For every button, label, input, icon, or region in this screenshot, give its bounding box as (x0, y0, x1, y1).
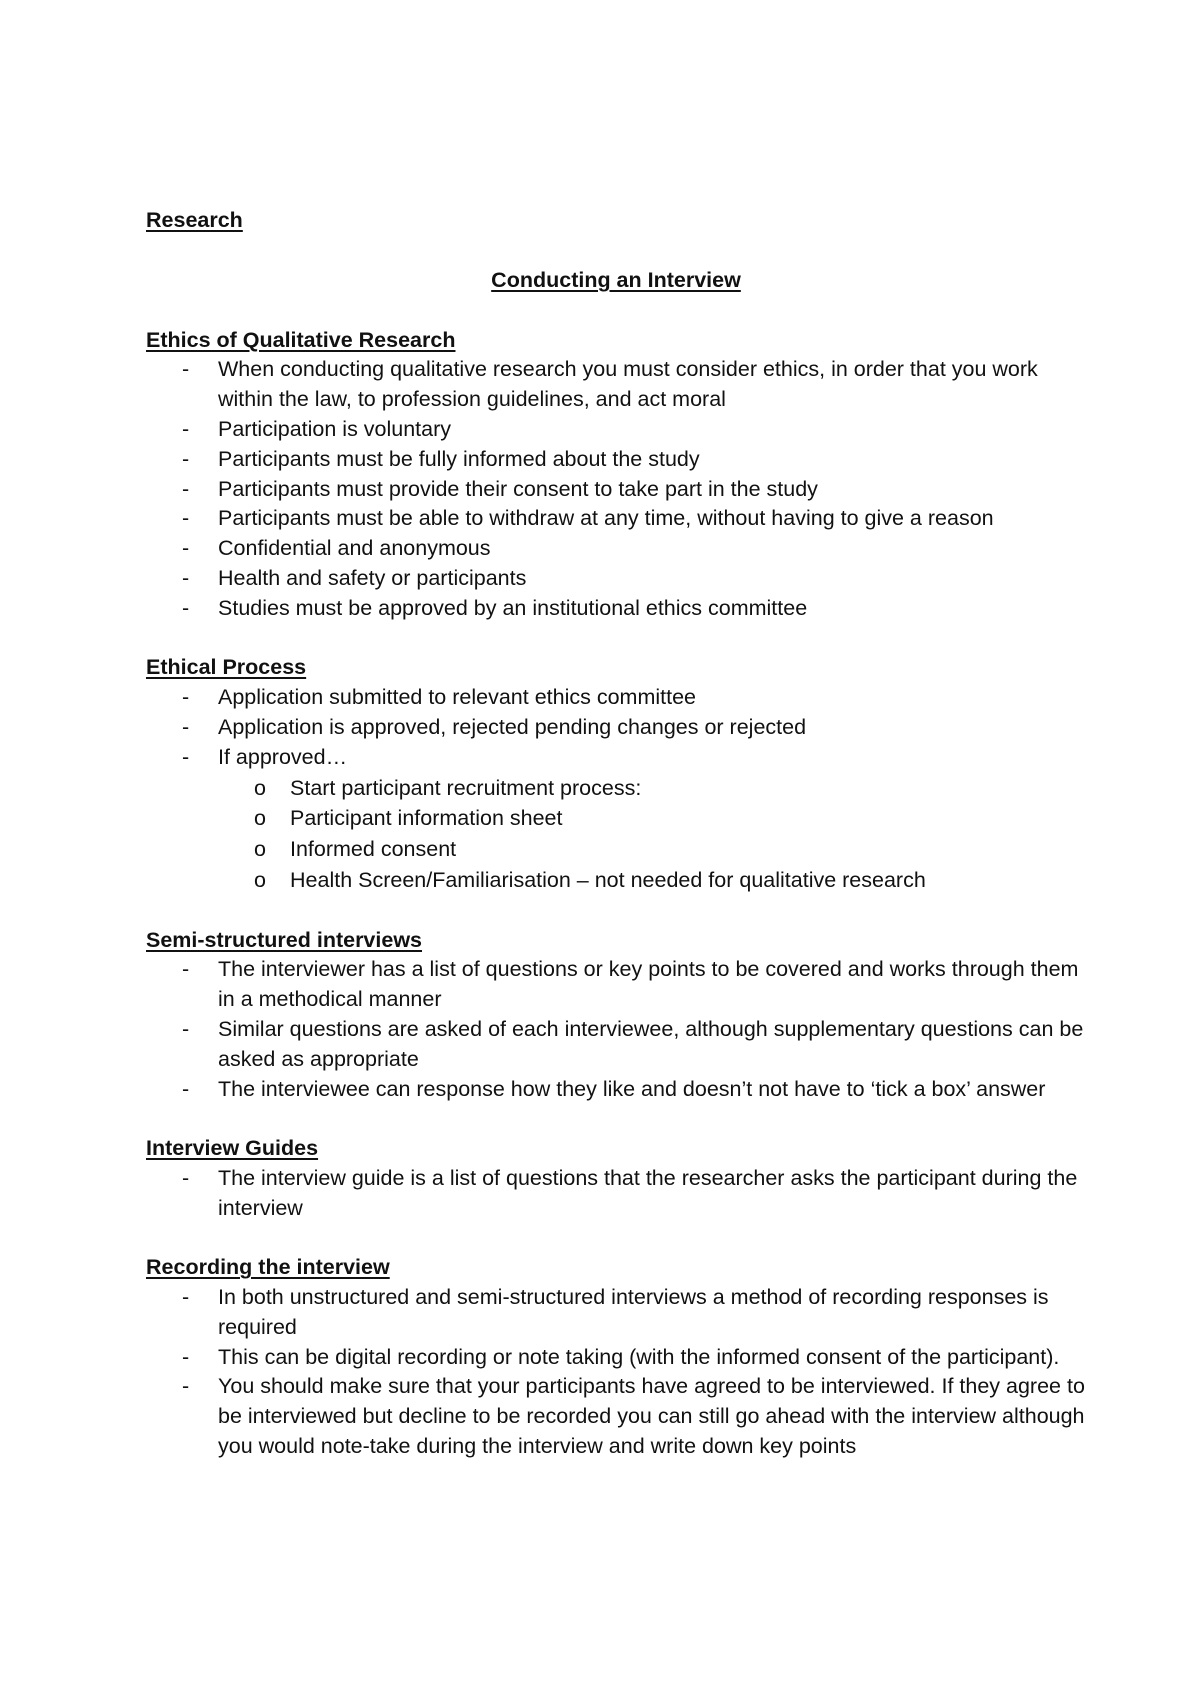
list-item: - Health and safety or participants (218, 564, 1086, 594)
section-heading: Recording the interview (146, 1255, 390, 1280)
document-page (146, 206, 1086, 1492)
section-recording (146, 1253, 1086, 1462)
list-item (218, 743, 1086, 896)
section-heading: Ethics of Qualitative Research (146, 327, 456, 352)
list-item: - Application is approved, rejected pending changes or rejected (218, 713, 1086, 743)
list-item: - When conducting qualitative research you must consider ethics, in order that you work within the law, to profession guidelines, and act moral (218, 355, 1086, 415)
list-item: - This can be digital recording or note taking (with the informed consent of the participant). (218, 1343, 1086, 1373)
bullet-list (146, 955, 1086, 1104)
sub-bullet-list (218, 773, 1086, 896)
bullet-list (146, 355, 1086, 623)
section-ethical-process (146, 653, 1086, 895)
list-item: - The interviewee can response how they like and doesn’t not have to ‘tick a box’ answer (218, 1075, 1086, 1105)
list-item: - The interview guide is a list of questions that the researcher asks the participant during the interview (218, 1164, 1086, 1224)
list-item-text: If approved… (218, 744, 348, 769)
list-item: - The interviewer has a list of questions or key points to be covered and works through them in a methodical manner (218, 955, 1086, 1015)
bullet-list (146, 1283, 1086, 1462)
top-heading: Research (146, 208, 243, 232)
sub-list-item: o Participant information sheet (290, 803, 1086, 834)
list-item: - Participants must be fully informed about the study (218, 445, 1086, 475)
section-heading: Semi-structured interviews (146, 927, 423, 952)
section-semi-structured (146, 926, 1086, 1105)
list-item: - Participants must provide their consent to take part in the study (218, 475, 1086, 505)
list-item: - Studies must be approved by an institutional ethics committee (218, 594, 1086, 624)
section-interview-guides (146, 1134, 1086, 1223)
list-item: - Confidential and anonymous (218, 534, 1086, 564)
section-heading: Interview Guides (146, 1136, 319, 1161)
sub-list-item: o Health Screen/Familiarisation – not needed for qualitative research (290, 865, 1086, 896)
list-item: - Participation is voluntary (218, 415, 1086, 445)
bullet-list (146, 1164, 1086, 1224)
list-item: - In both unstructured and semi-structured interviews a method of recording responses is required (218, 1283, 1086, 1343)
list-item: - Similar questions are asked of each interviewee, although supplementary questions can be asked as appropriate (218, 1015, 1086, 1075)
bullet-list (146, 683, 1086, 896)
sub-list-item: o Informed consent (290, 834, 1086, 865)
list-item: - You should make sure that your participants have agreed to be interviewed. If they agree to be interviewed but decline to be recorded you can still go ahead with the interview although you would note-take during the interview and write down key points (218, 1372, 1086, 1461)
sub-list-item: o Start participant recruitment process: (290, 773, 1086, 804)
section-ethics (146, 326, 1086, 624)
section-heading: Ethical Process (146, 655, 307, 680)
list-item: - Participants must be able to withdraw at any time, without having to give a reason (218, 504, 1086, 534)
page-title: Conducting an Interview (491, 267, 741, 292)
list-item: - Application submitted to relevant ethics committee (218, 683, 1086, 713)
